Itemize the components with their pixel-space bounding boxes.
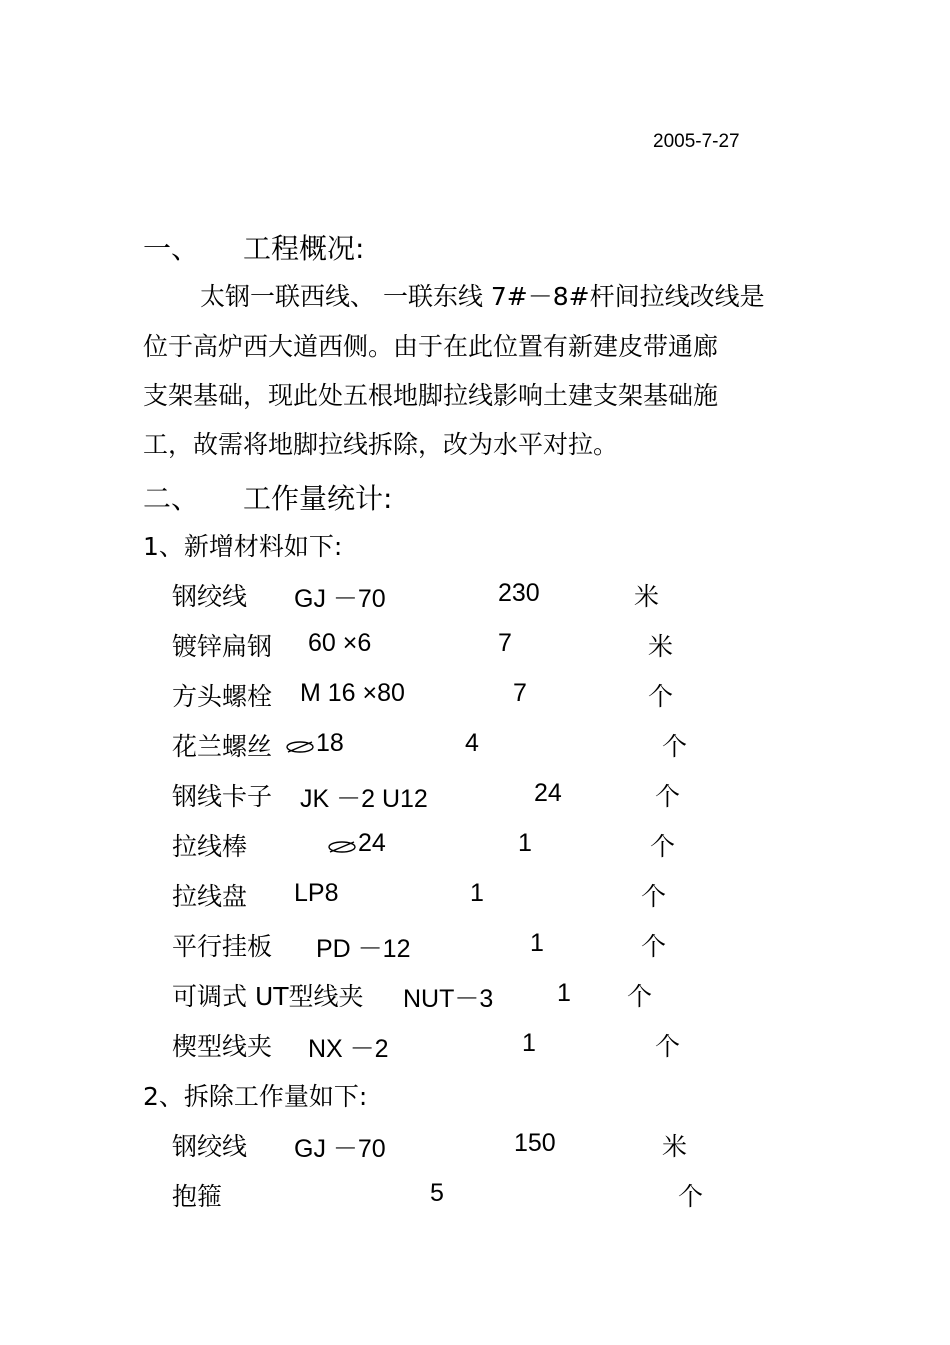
item-unit: 个 — [627, 982, 653, 1011]
item-name: 可调式 UT型线夹 — [172, 982, 364, 1011]
section1-number: 一、 — [143, 232, 200, 265]
section1-line-4: 工，故需将地脚拉线拆除，改为水平对拉。 — [143, 430, 619, 459]
item-spec: 18 — [316, 729, 344, 757]
item-spec: 24 — [358, 829, 386, 857]
item-spec: NX －2 — [308, 1035, 389, 1063]
item-unit: 米 — [662, 1132, 688, 1161]
section2-title: 工作量统计: — [243, 482, 393, 515]
item-spec: LP8 — [294, 879, 339, 907]
section1-line-2: 位于高炉西大道西侧。由于在此位置有新建皮带通廊 — [143, 332, 719, 361]
item-name: 镀锌扁钢 — [172, 632, 273, 661]
item-unit: 个 — [655, 782, 681, 811]
item-qty: 1 — [522, 1029, 536, 1057]
item-name: 钢线卡子 — [172, 782, 273, 811]
item-unit: 个 — [655, 1032, 681, 1061]
item-qty: 1 — [557, 979, 571, 1007]
item-unit: 个 — [678, 1182, 704, 1211]
item-qty: 150 — [514, 1129, 556, 1157]
item-unit: 个 — [650, 832, 676, 861]
item-unit: 米 — [648, 632, 674, 661]
item-spec-wrap — [327, 829, 386, 858]
removal-heading: 2、拆除工作量如下: — [143, 1082, 368, 1111]
item-spec: PD －12 — [316, 935, 411, 963]
item-qty: 5 — [430, 1179, 444, 1207]
item-unit: 个 — [641, 882, 667, 911]
item-name: 平行挂板 — [172, 932, 273, 961]
item-unit: 个 — [648, 682, 674, 711]
item-name: 方头螺栓 — [172, 682, 273, 711]
item-name: 拉线棒 — [172, 832, 248, 861]
item-spec: 60 ×6 — [308, 629, 372, 657]
item-unit: 米 — [634, 582, 660, 611]
item-qty: 7 — [513, 679, 527, 707]
item-qty: 230 — [498, 579, 540, 607]
item-spec: NUT－3 — [403, 985, 494, 1013]
diameter-symbol-icon — [285, 740, 315, 752]
item-name: 抱箍 — [172, 1182, 223, 1211]
item-unit: 个 — [641, 932, 667, 961]
section1-line-3: 支架基础，现此处五根地脚拉线影响土建支架基础施 — [143, 381, 719, 410]
item-spec: GJ －70 — [294, 585, 386, 613]
item-name: 钢绞线 — [172, 582, 248, 611]
item-qty: 1 — [518, 829, 532, 857]
item-name: 拉线盘 — [172, 882, 248, 911]
item-spec-wrap — [285, 729, 344, 758]
item-unit: 个 — [662, 732, 688, 761]
new-materials-heading: 1、新增材料如下: — [143, 532, 343, 561]
section2-number: 二、 — [143, 482, 200, 515]
item-qty: 4 — [465, 729, 479, 757]
section1-line-1: 太钢一联西线、 一联东线 7#－8#杆间拉线改线是 — [200, 282, 765, 311]
section1-title: 工程概况: — [243, 232, 365, 265]
item-spec: M 16 ×80 — [300, 679, 405, 707]
item-spec: GJ －70 — [294, 1135, 386, 1163]
item-name: 楔型线夹 — [172, 1032, 273, 1061]
item-qty: 7 — [498, 629, 512, 657]
document-date: 2005-7-27 — [653, 131, 740, 152]
item-qty: 24 — [534, 779, 562, 807]
item-name: 钢绞线 — [172, 1132, 248, 1161]
diameter-symbol-icon — [327, 840, 357, 852]
item-spec: JK －2 U12 — [300, 785, 428, 813]
item-name: 花兰螺丝 — [172, 732, 273, 761]
item-qty: 1 — [530, 929, 544, 957]
item-qty: 1 — [470, 879, 484, 907]
